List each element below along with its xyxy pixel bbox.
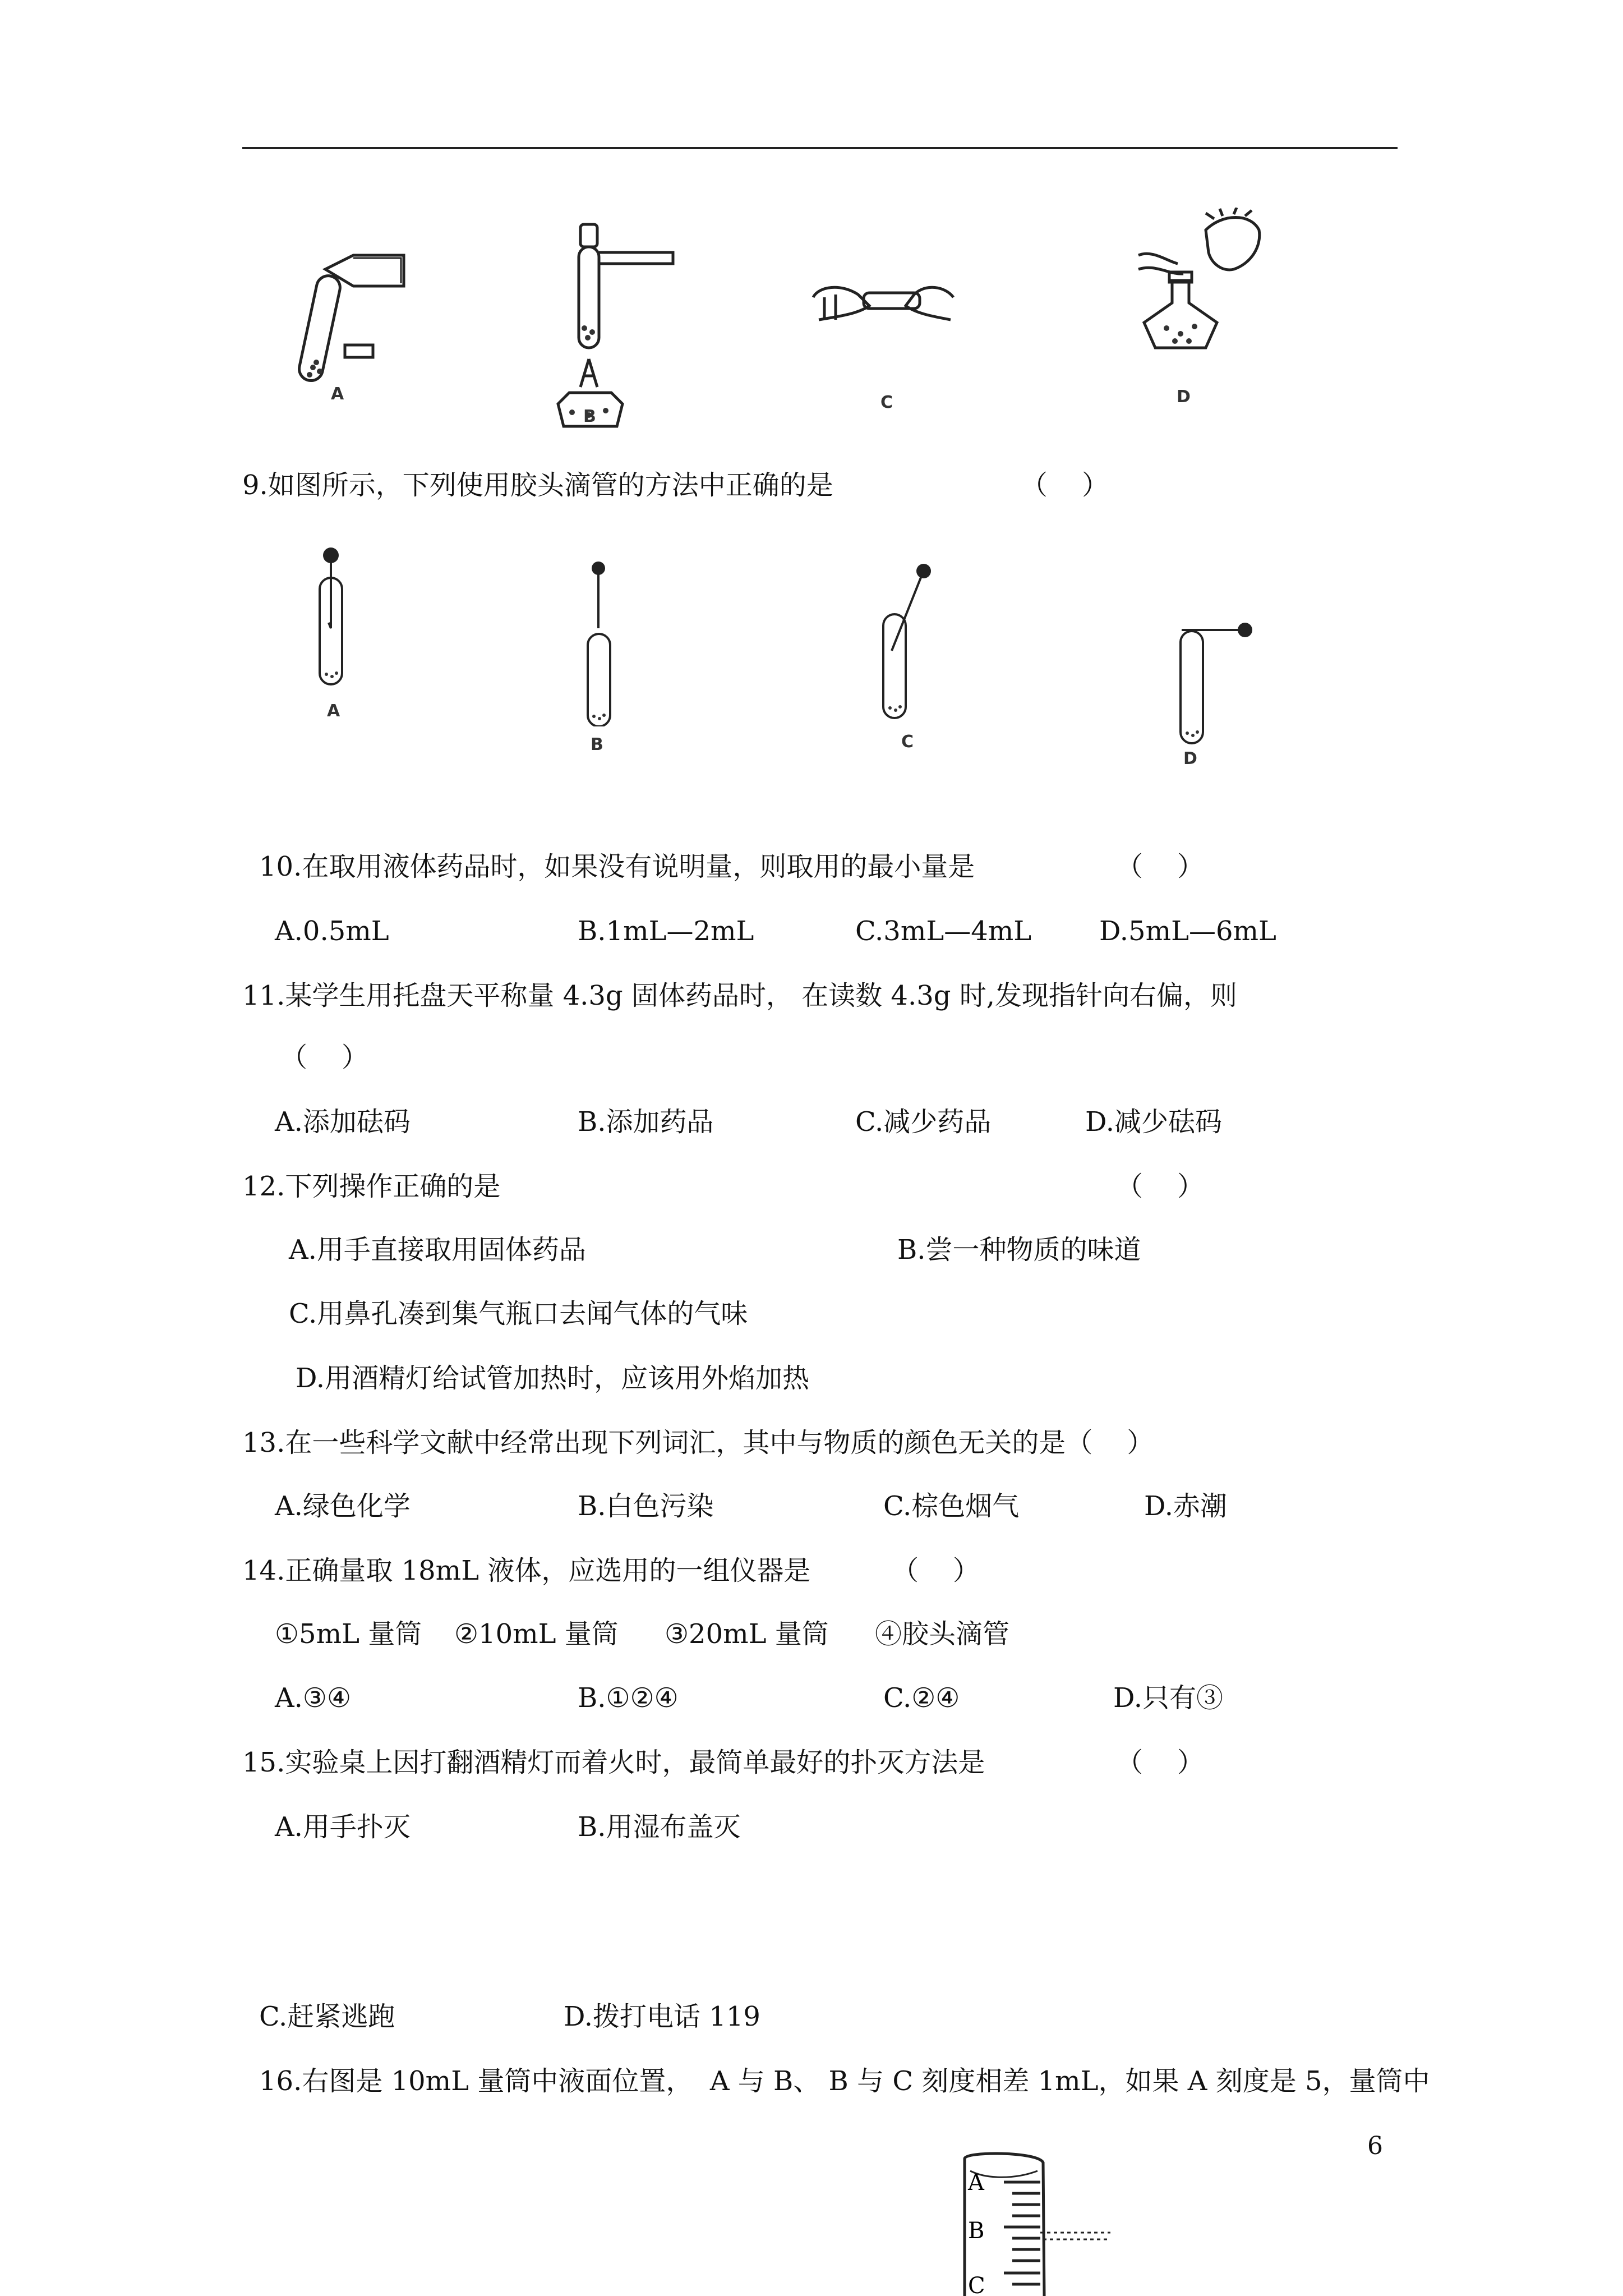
figure-c-holding-tube (808, 264, 959, 342)
question-9-paren: （ ） (1021, 470, 1109, 501)
q10-option-b: B.1mL—2mL (578, 915, 754, 947)
q14-option-b: B.①②④ (578, 1682, 679, 1714)
question-10: 10.在取用液体药品时，如果没有说明量，则取用的最小量是 (259, 851, 975, 882)
fig1-label-b: B (583, 407, 596, 426)
question-14-paren: （ ） (892, 1555, 980, 1586)
q13-option-a: A.绿色化学 (275, 1490, 411, 1522)
q12-option-b: B.尝一种物质的味道 (897, 1234, 1141, 1266)
cylinder-label-c: C (968, 2273, 985, 2296)
question-14: 14.正确量取 18mL 液体，应选用的一组仪器是 (242, 1555, 811, 1586)
fig1-label-a: A (331, 384, 344, 404)
fig2-label-c: C (901, 732, 914, 752)
question-15-paren: （ ） (1116, 1747, 1205, 1778)
q11-option-c: C.减少药品 (855, 1106, 992, 1138)
dropper-figure-c (878, 561, 939, 724)
question-11-paren: （ ） (280, 1042, 369, 1073)
q11-option-d: D.减少砝码 (1085, 1106, 1223, 1138)
question-12: 12.下列操作正确的是 (242, 1171, 501, 1202)
question-9: 9.如图所示，下列使用胶头滴管的方法中正确的是 (242, 470, 833, 501)
graduated-cylinder-figure (953, 2148, 1116, 2296)
q15-option-a: A.用手扑灭 (275, 1811, 411, 1843)
dropper-figure-d (1169, 614, 1259, 749)
q14-item-3: ③20mL 量筒 (665, 1618, 829, 1650)
question-16: 16.右图是 10mL 量筒中液面位置， A 与 B、 B 与 C 刻度相差 1mL，如果 A 刻度是 5，量筒中 (259, 2065, 1430, 2097)
q15-option-d: D.拨打电话 119 (564, 2001, 760, 2032)
q12-option-d: D.用酒精灯给试管加热时，应该用外焰加热 (296, 1363, 810, 1394)
q11-option-b: B.添加药品 (578, 1106, 714, 1138)
q15-option-c: C.赶紧逃跑 (259, 2001, 395, 2032)
figure-d-smelling (1122, 208, 1267, 376)
fig2-label-d: D (1183, 749, 1197, 769)
question-11: 11.某学生用托盘天平称量 4.3g 固体药品时， 在读数 4.3g 时,发现指针向右偏，则 (242, 980, 1238, 1011)
q12-option-c: C.用鼻孔凑到集气瓶口去闻气体的气味 (289, 1298, 748, 1329)
header-rule (242, 147, 1398, 149)
q13-option-d: D.赤潮 (1144, 1490, 1228, 1522)
fig2-label-a: A (327, 701, 340, 721)
question-15: 15.实验桌上因打翻酒精灯而着火时，最简单最好的扑灭方法是 (242, 1747, 985, 1778)
fig1-label-c: C (880, 393, 893, 412)
question-13: 13.在一些科学文献中经常出现下列词汇，其中与物质的颜色无关的是（ ） (242, 1427, 1154, 1458)
fig2-label-b: B (591, 735, 603, 754)
dropper-figure-b (580, 558, 620, 726)
q12-option-a: A.用手直接取用固体药品 (289, 1234, 586, 1266)
q10-option-d: D.5mL—6mL (1099, 915, 1276, 947)
dropper-figure-a (314, 544, 353, 690)
question-12-paren: （ ） (1116, 1171, 1205, 1202)
q14-option-a: A.③④ (275, 1682, 351, 1714)
q10-option-a: A.0.5mL (275, 915, 389, 947)
q14-item-4: ④胶头滴管 (875, 1618, 1010, 1650)
fig1-label-d: D (1177, 387, 1191, 407)
q13-option-b: B.白色污染 (578, 1490, 714, 1522)
q14-item-2: ②10mL 量筒 (454, 1618, 619, 1650)
question-10-paren: （ ） (1116, 851, 1205, 882)
q11-option-a: A.添加砝码 (275, 1106, 411, 1138)
q13-option-c: C.棕色烟气 (883, 1490, 1020, 1522)
q14-item-1: ①5mL 量筒 (275, 1618, 422, 1650)
figure-b-heating-tube (555, 213, 695, 432)
page-number: 6 (1367, 2132, 1383, 2160)
q14-option-c: C.②④ (883, 1682, 960, 1714)
q10-option-c: C.3mL—4mL (855, 915, 1032, 947)
q15-option-b: B.用湿布盖灭 (578, 1811, 741, 1843)
cylinder-label-a: A (968, 2170, 984, 2196)
q14-option-d: D.只有③ (1113, 1682, 1224, 1714)
figure-a-pouring-powder (269, 236, 421, 415)
cylinder-label-b: B (968, 2218, 985, 2244)
